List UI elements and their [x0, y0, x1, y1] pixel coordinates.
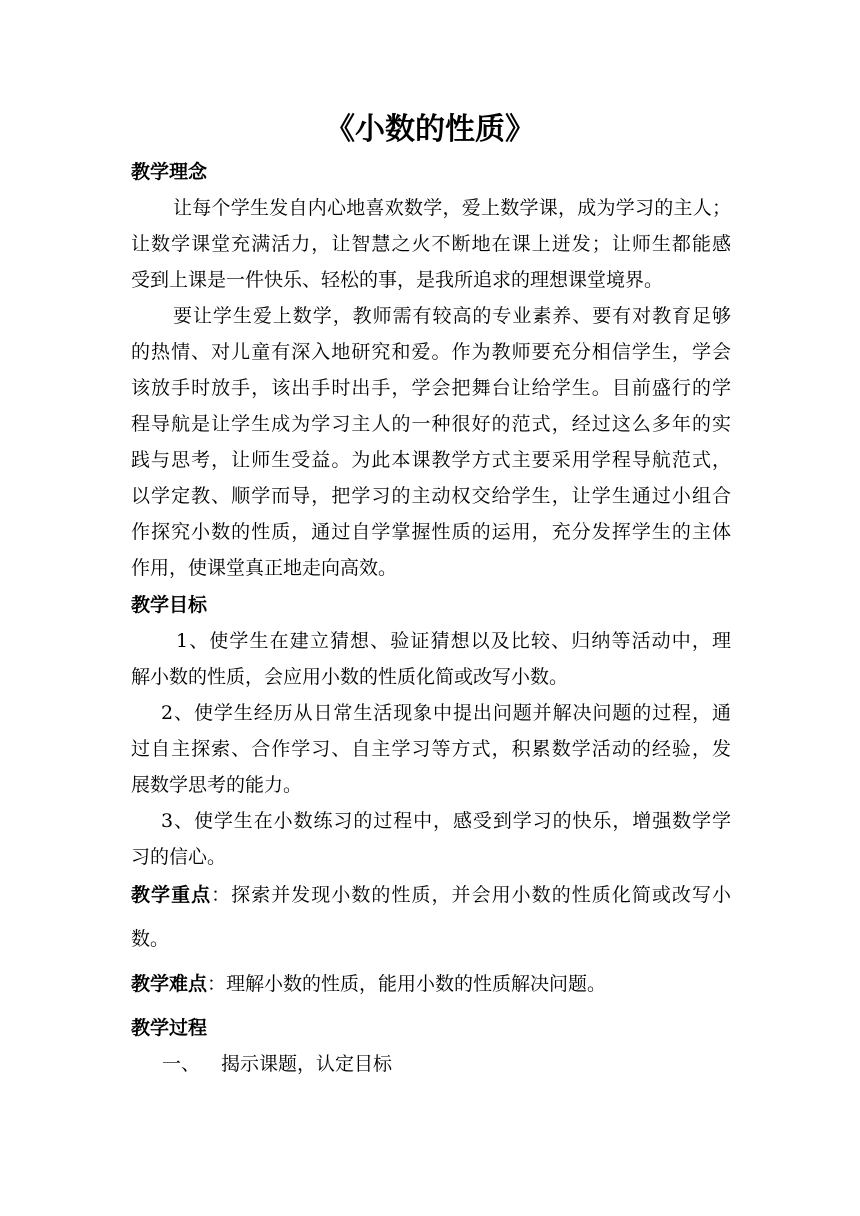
- paragraph-line: 程导航是让学生成为学习主人的一种很好的范式，经过这么多年的实: [131, 413, 731, 435]
- process-step-text: 揭示课题，认定目标: [221, 1053, 393, 1075]
- paragraph-line: 受到上课是一件快乐、轻松的事，是我所追求的理想课堂境界。: [131, 269, 664, 291]
- objective-line: 展数学思考的能力。: [131, 774, 303, 796]
- difficulty-line: [131, 969, 731, 999]
- paragraph-line: 践与思考，让师生受益。为此本课教学方式主要采用学程导航范式，: [131, 449, 731, 471]
- difficulty-text: ：理解小数的性质，能用小数的性质解决问题。: [207, 973, 607, 995]
- key-point-label: 教学重点: [131, 884, 212, 906]
- section-heading-philosophy: 教学理念: [131, 161, 208, 183]
- paragraph-line: 要让学生爱上数学，教师需有较高的专业素养、要有对教育足够: [173, 305, 731, 327]
- paragraph-line: 该放手时放手，该出手时出手，学会把舞台让给学生。目前盛行的学: [131, 377, 731, 399]
- objective-line: 过自主探索、合作学习、自主学习等方式，积累数学活动的经验，发: [131, 738, 731, 760]
- key-point-line: [131, 880, 731, 910]
- process-step-number: 一、: [162, 1053, 201, 1075]
- objective-line: 解小数的性质，会应用小数的性质化简或改写小数。: [131, 666, 569, 688]
- paragraph-line: 让每个学生发自内心地喜欢数学，爱上数学课，成为学习的主人；: [173, 197, 731, 219]
- paragraph-line: 以学定教、顺学而导，把学习的主动权交给学生，让学生通过小组合: [131, 485, 731, 507]
- objective-line: 习的信心。: [131, 846, 227, 868]
- objective-line: 1、使学生在建立猜想、验证猜想以及比较、归纳等活动中，理: [176, 630, 731, 652]
- section-heading-process: 教学过程: [131, 1017, 208, 1039]
- paragraph-line: 让数学课堂充满活力，让智慧之火不断地在课上迸发；让师生都能感: [131, 233, 731, 255]
- key-point-text: ：探索并发现小数的性质，并会用小数的性质化简或改写小: [211, 884, 731, 906]
- objective-line: 3、使学生在小数练习的过程中，感受到学习的快乐，增强数学学: [161, 810, 731, 832]
- paragraph-line: 作用，使课堂真正地走向高效。: [131, 557, 398, 579]
- difficulty-label: 教学难点: [131, 973, 208, 995]
- objective-line: 2、使学生经历从日常生活现象中提出问题并解决问题的过程，通: [161, 702, 731, 724]
- section-heading-objectives: 教学目标: [131, 594, 208, 616]
- paragraph-line: 的热情、对儿童有深入地研究和爱。作为教师要充分相信学生，学会: [131, 341, 731, 363]
- paragraph-line: 作探究小数的性质，通过自学掌握性质的运用，充分发挥学生的主体: [131, 521, 731, 543]
- key-point-line-2: 数。: [131, 928, 170, 950]
- document-title: 《小数的性质》: [325, 112, 535, 147]
